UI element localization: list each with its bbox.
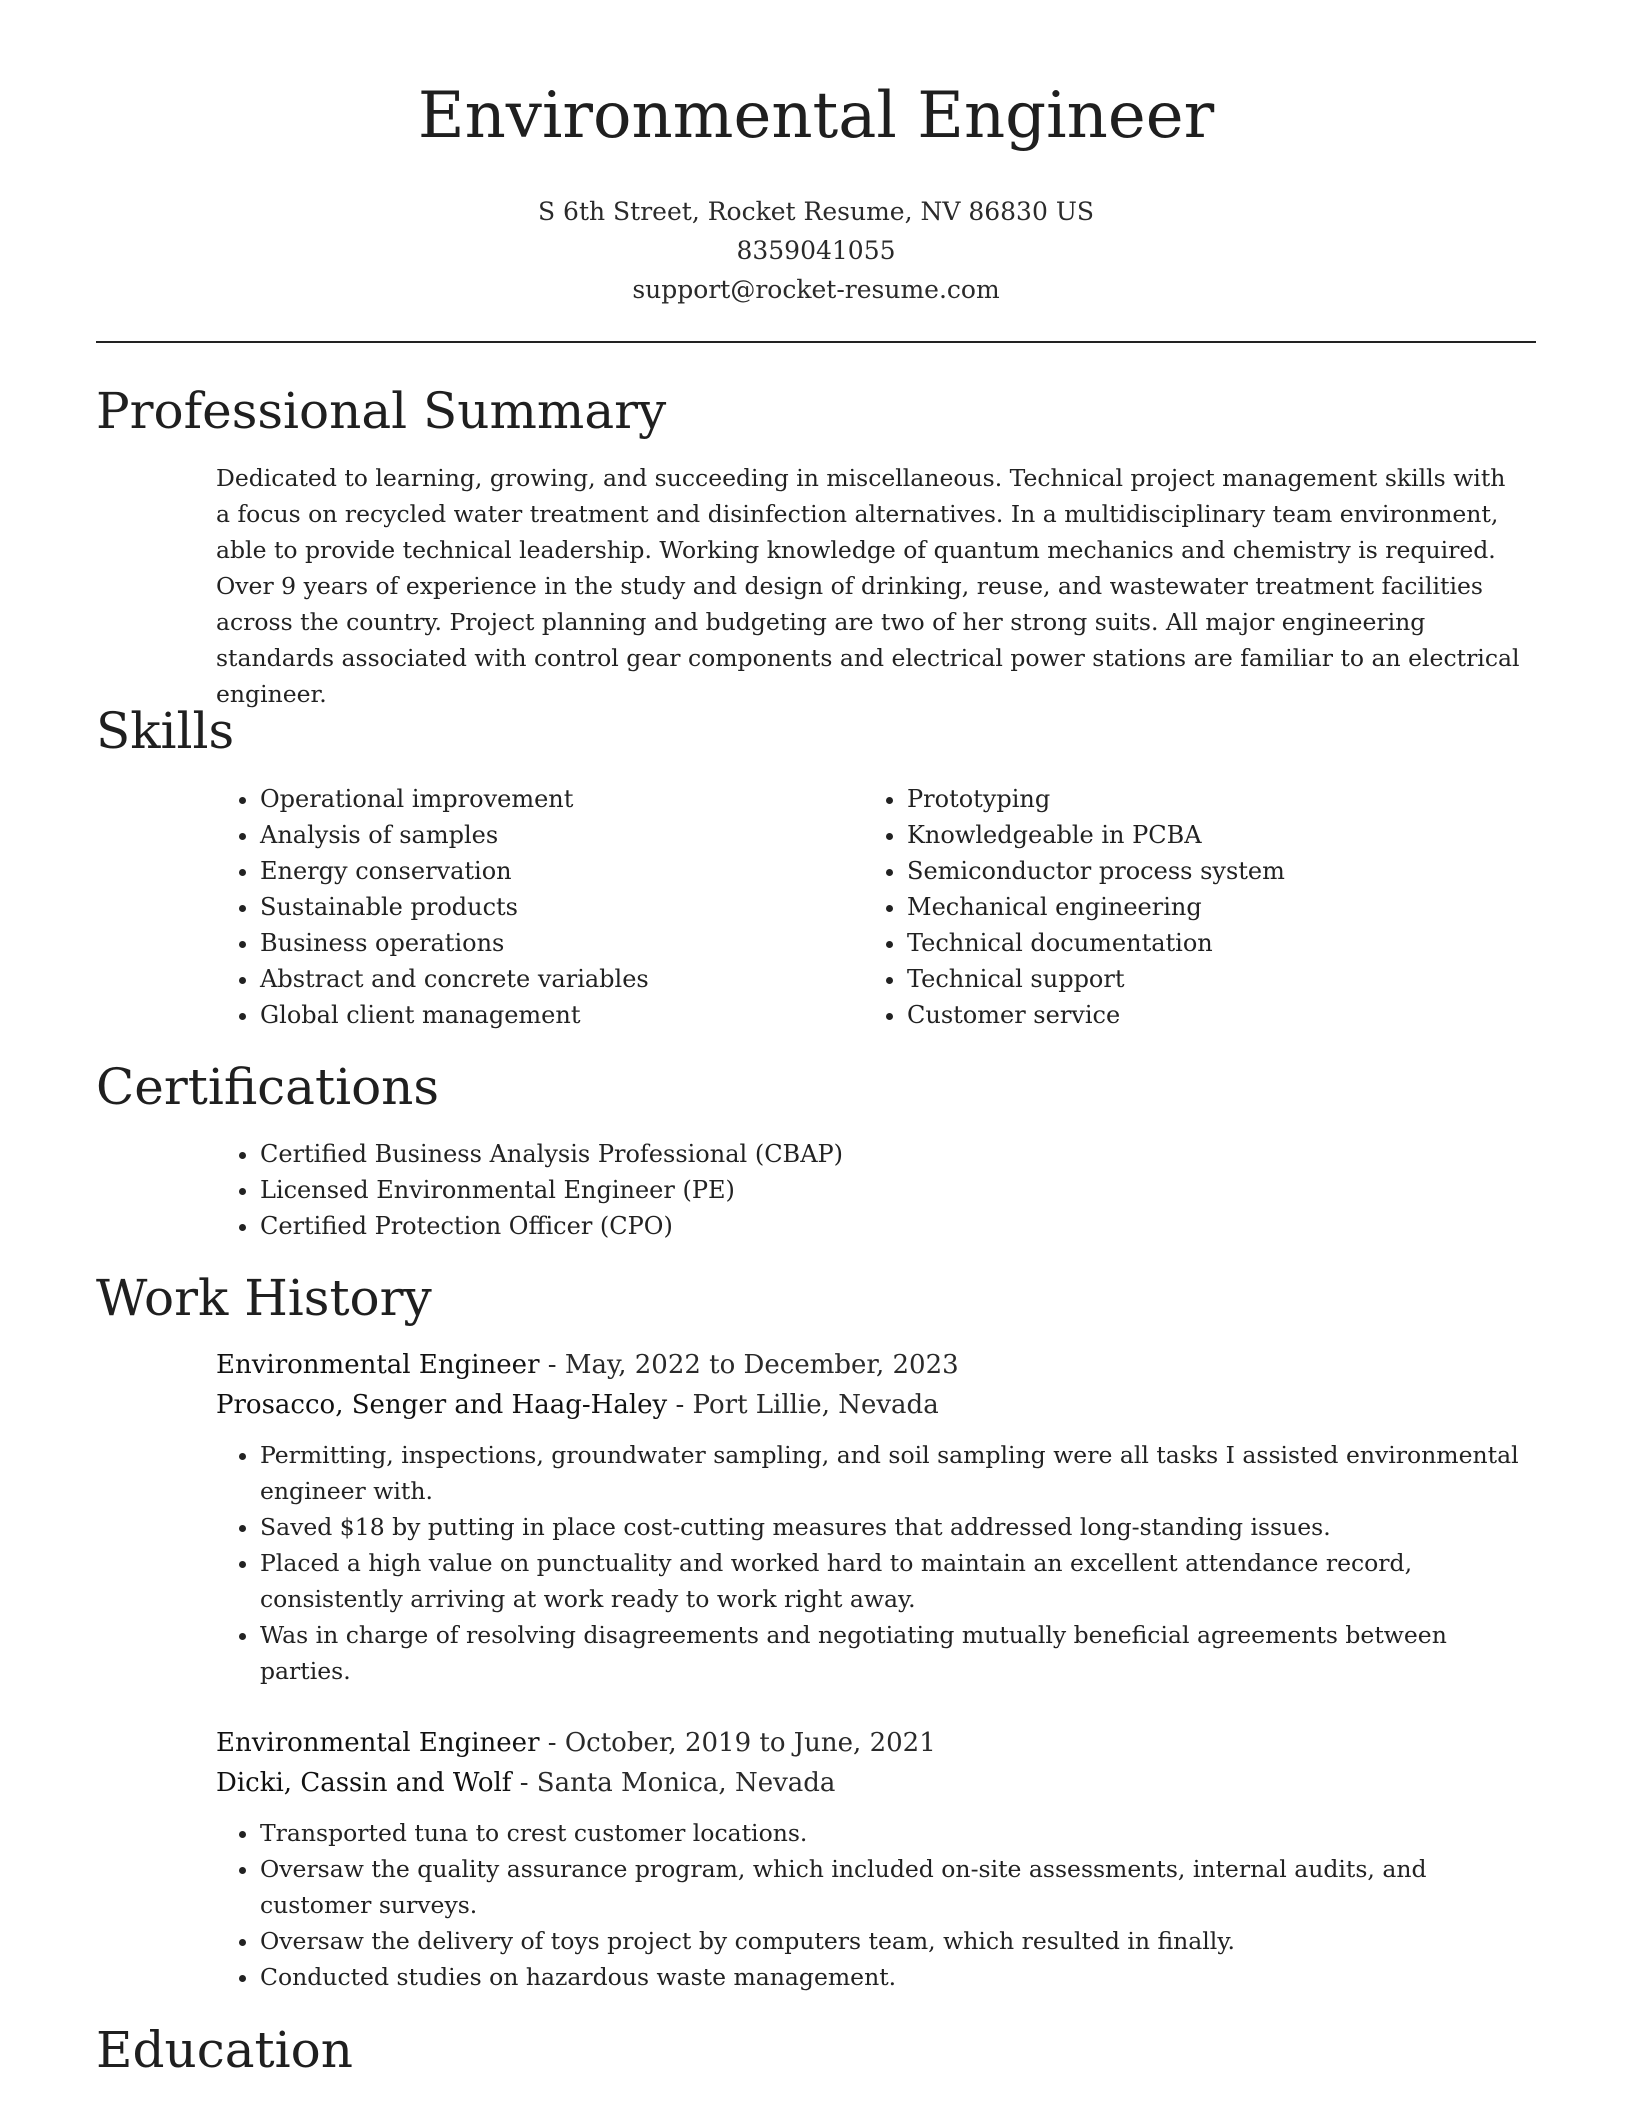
contact-address: S 6th Street, Rocket Resume, NV 86830 US	[537, 197, 1095, 226]
job-location: Port Lillie, Nevada	[692, 1390, 939, 1420]
summary-heading: Professional Summary	[96, 382, 667, 440]
summary-text: Dedicated to learning, growing, and succeeding in miscellaneous. Technical project management skills with a focus on recycled water treatment and disinfection alternatives. In a multidisciplinary team environment, able to provide technical leadership. Working knowledge of quantum mechanics and chemistry is required. Over 9 years of experience in the study and design of drinking, reuse, and wastewater treatment facilities across the country. Project planning and budgeting are two of her strong suits. All major engineering standards associated with control gear components and electrical power stations are familiar to an electrical engineer.	[216, 464, 1520, 708]
certification-item: • Licensed Environmental Engineer (PE)	[260, 1172, 1260, 1208]
job-title-line	[216, 1723, 936, 1763]
job-company-line	[216, 1385, 939, 1425]
job-dates: October, 2019 to June, 2021	[564, 1728, 936, 1758]
job-separator: -	[547, 1350, 565, 1380]
skill-item: • Customer service	[907, 997, 1527, 1033]
skill-item: • Technical documentation	[907, 925, 1527, 961]
job-bullet: • Transported tuna to crest customer locations.	[260, 1815, 1524, 1851]
job-bullet: • Was in charge of resolving disagreements and negotiating mutually beneficial agreements between parties.	[260, 1617, 1524, 1689]
contact-email: support@rocket-resume.com	[632, 275, 1000, 304]
certifications-heading: Certifications	[96, 1058, 440, 1116]
skill-item: • Knowledgeable in PCBA	[907, 817, 1527, 853]
skill-item: • Sustainable products	[260, 889, 820, 925]
job-bullet: • Oversaw the delivery of toys project by computers team, which resulted in finally.	[260, 1923, 1524, 1959]
skill-item: • Semiconductor process system	[907, 853, 1527, 889]
job-location: Santa Monica, Nevada	[536, 1768, 836, 1798]
skills-heading: Skills	[96, 702, 235, 760]
education-heading: Education	[96, 2021, 353, 2079]
skill-item: • Business operations	[260, 925, 820, 961]
skill-item: • Global client management	[260, 997, 820, 1033]
job-title: Environmental Engineer	[216, 1728, 540, 1758]
skill-item: • Operational improvement	[260, 781, 820, 817]
skill-item: • Mechanical engineering	[907, 889, 1527, 925]
job-company: Prosacco, Senger and Haag-Haley	[216, 1390, 668, 1420]
job-bullets	[216, 1815, 1524, 1995]
certification-item: • Certified Business Analysis Professional (CBAP)	[260, 1136, 1260, 1172]
job-separator: -	[675, 1390, 693, 1420]
job-company-line	[216, 1763, 835, 1803]
job-separator: -	[547, 1728, 565, 1758]
job-title-line	[216, 1345, 959, 1385]
job-title: Environmental Engineer	[216, 1350, 540, 1380]
skill-item: • Abstract and concrete variables	[260, 961, 820, 997]
job-bullet: • Permitting, inspections, groundwater sampling, and soil sampling were all tasks I assisted environmental engineer with.	[260, 1437, 1524, 1509]
skill-item: • Technical support	[907, 961, 1527, 997]
contact-block	[0, 192, 1632, 309]
job-bullet: • Conducted studies on hazardous waste management.	[260, 1959, 1524, 1995]
job-company: Dicki, Cassin and Wolf	[216, 1768, 512, 1798]
job-bullet: • Oversaw the quality assurance program, which included on-site assessments, internal audits, and customer surveys.	[260, 1851, 1524, 1923]
job-bullet: • Saved $18 by putting in place cost-cutting measures that addressed long-standing issues.	[260, 1509, 1524, 1545]
skills-list-left	[216, 781, 820, 1033]
job-bullets	[216, 1437, 1524, 1689]
job-bullet: • Placed a high value on punctuality and worked hard to maintain an excellent attendance record, consistently arriving at work ready to work right away.	[260, 1545, 1524, 1617]
skill-item: • Prototyping	[907, 781, 1527, 817]
certification-item: • Certified Protection Officer (CPO)	[260, 1208, 1260, 1244]
certifications-list	[216, 1136, 1260, 1244]
job-separator: -	[519, 1768, 537, 1798]
skill-item: • Energy conservation	[260, 853, 820, 889]
resume-name: Environmental Engineer	[417, 79, 1215, 153]
contact-phone: 8359041055	[736, 236, 896, 265]
skill-item: • Analysis of samples	[260, 817, 820, 853]
job-dates: May, 2022 to December, 2023	[564, 1350, 959, 1380]
header-divider	[96, 341, 1536, 343]
skills-list-right	[863, 781, 1527, 1033]
work-history-heading: Work History	[96, 1269, 432, 1327]
